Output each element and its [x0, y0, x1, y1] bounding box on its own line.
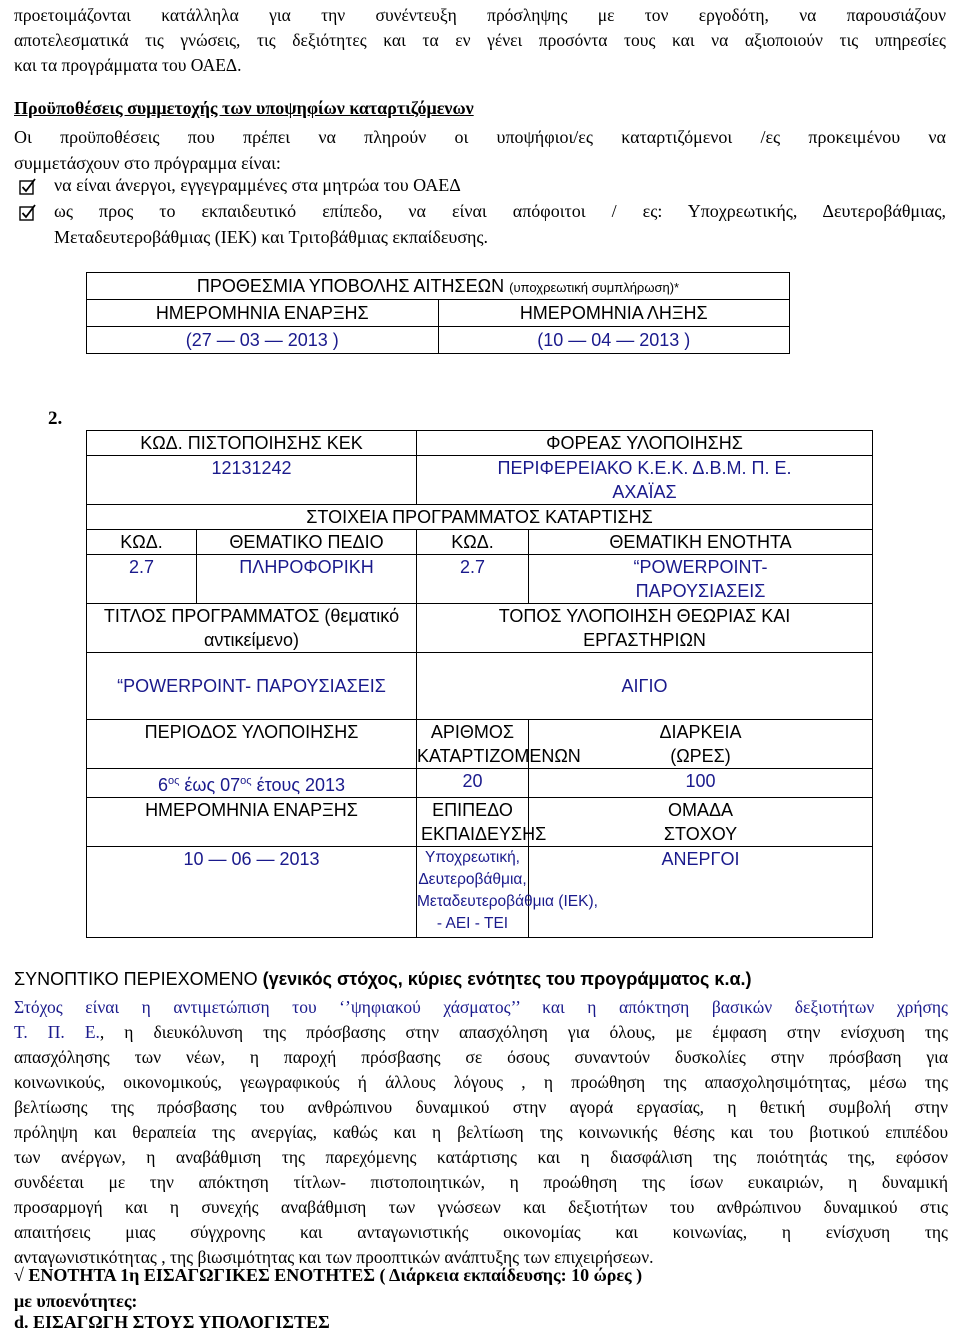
- location-label: [417, 604, 873, 653]
- cert-code-value: 12131242: [87, 456, 417, 505]
- requirements-title: Προϋποθέσεις συμμετοχής των υποψηφίων καταρτιζόμενων: [14, 98, 474, 118]
- field-code: 2.7: [87, 555, 197, 604]
- checkmark-icon: √: [14, 1265, 24, 1285]
- duration-value: 100: [529, 769, 873, 798]
- trainees-label-line: ΑΡΙΘΜΟΣ: [430, 722, 515, 742]
- summary-line: βελτίωσης της πρόσβασης του ανθρώπινου δυναμικού στην αγορά εργασίας, η θετική συμβολή στην: [14, 1097, 948, 1117]
- requirement-item-unemployed: να είναι άνεργοι, εγγεγραμμένες στα μητρώα του ΟΑΕΔ: [54, 175, 461, 195]
- title-label-line: αντικείμενο): [204, 630, 299, 650]
- intro-paragraph: [14, 3, 946, 78]
- deadline-start-label: ΗΜΕΡΟΜΗΝΙΑ ΕΝΑΡΞΗΣ: [87, 300, 439, 327]
- trainees-label-line: ΚΑΤΑΡΤΙΖΟΜΕΝΩΝ: [417, 746, 581, 766]
- subunits-label: με υποενότητες:: [14, 1291, 138, 1311]
- intro-line: προετοιμάζονται κατάλληλα για την συνέντευξη πρόσληψης με τον εργοδότη, να παρουσιάζουν: [14, 5, 946, 25]
- education-label-line: ΕΠΙΠΕΔΟ: [432, 800, 513, 820]
- requirement-education-line: Μεταδευτεροβάθμιας (ΙΕΚ) και Τριτοβάθμιας εκπαίδευσης.: [54, 227, 489, 247]
- deadline-note: (υποχρεωτική συμπλήρωση)*: [509, 279, 680, 295]
- provider-value: [417, 456, 873, 505]
- period-label: ΠΕΡΙΟΔΟΣ ΥΛΟΠΟΙΗΣΗΣ: [87, 720, 417, 769]
- period-mid: έως 07: [179, 775, 241, 795]
- education-value: [417, 847, 598, 938]
- trainees-value: 20: [417, 769, 529, 798]
- summary-title-bold: (γενικός στόχος, κύριες ενότητες του προγράμματος κ.α.): [262, 969, 752, 989]
- program-table: [86, 430, 873, 938]
- summary-line: κοινωνικούς, οικονομικούς, γεωγραφικούς ή άλλους λόγους , η προώθηση της απασχολησιμότητας, μέσω της: [14, 1072, 948, 1092]
- requirement-item-education: [54, 198, 946, 250]
- start-date-label: ΗΜΕΡΟΜΗΝΙΑ ΕΝΑΡΞΗΣ: [87, 798, 417, 847]
- checkbox-checked-icon: [18, 203, 38, 223]
- summary-line: απασχόλησης των νέων, η παροχή πρόσβασης σε όσους συναντούν δυσκολίες στην πρόσβαση για: [14, 1047, 948, 1067]
- target-label-line: ΣΤΟΧΟΥ: [663, 824, 738, 844]
- unit-value-line: “POWERPOINT-: [633, 557, 768, 577]
- location-value: ΑΙΓΙΟ: [417, 653, 873, 720]
- period-sup: ος: [240, 775, 252, 787]
- period-value: [87, 769, 417, 798]
- unit-value: [529, 555, 873, 604]
- code-label: ΚΩΔ.: [417, 530, 529, 555]
- target-value: ΑΝΕΡΓΟΙ: [529, 847, 873, 938]
- summary-line: Στόχος είναι η αντιμετώπιση του ‘’ψηφιακού χάσματος’’ και η απόκτηση βασικών δεξιοτήτων χρήσης: [14, 997, 948, 1017]
- start-date-value: 10 — 06 — 2013: [87, 847, 417, 938]
- section-number: 2.: [48, 408, 63, 429]
- title-value: “POWERPOINT- ΠΑΡΟΥΣΙΑΣΕΙΣ: [87, 653, 417, 720]
- trainees-label: [417, 720, 581, 769]
- intro-line: και τα προγράμματα του ΟΑΕΔ.: [14, 55, 242, 75]
- duration-label-line: ΔΙΑΡΚΕΙΑ: [659, 722, 742, 742]
- education-label: [417, 798, 547, 847]
- cert-code-label: ΚΩΔ. ΠΙΣΤΟΠΟΙΗΣΗΣ ΚΕΚ: [87, 431, 417, 456]
- intro-line: αποτελεσματικά τις γνώσεις, τις δεξιότητες και τα εν γένει προσόντα τους και να αξιοποιούν τις υπηρεσίες: [14, 30, 946, 50]
- education-value-line: Δευτεροβάθμια,: [418, 871, 527, 888]
- unit-heading-text: ΕΝΟΤΗΤΑ 1η ΕΙΣΑΓΩΓΙΚΕΣ ΕΝΟΤΗΤΕΣ ( Διάρκεια εκπαίδευσης: 10 ώρες ): [23, 1265, 643, 1285]
- field-label: ΘΕΜΑΤΙΚΟ ΠΕΔΙΟ: [197, 530, 417, 555]
- summary-body: [14, 995, 948, 1270]
- period-sup: ος: [167, 775, 180, 787]
- subunit-item: d. ΕΙΣΑΓΩΓΗ ΣΤΟΥΣ ΥΠΟΛΟΓΙΣΤΕΣ: [14, 1312, 330, 1332]
- summary-line: απαιτήσεις μιας σύγχρονης και ανταγωνιστικής οικονομίας και κοινωνίας, η ενίσχυση της: [14, 1222, 948, 1242]
- summary-line: των ανέργων, η αναβάθμιση της παρεχόμενης κατάρτισης και η διασφάλιση της ποιότητάς της, εφόσον: [14, 1147, 948, 1167]
- unit-value-line: ΠΑΡΟΥΣΙΑΣΕΙΣ: [635, 581, 766, 601]
- provider-label: ΦΟΡΕΑΣ ΥΛΟΠΟΙΗΣΗΣ: [417, 431, 873, 456]
- education-value-line: - ΑΕΙ - ΤΕΙ: [436, 915, 509, 932]
- code-label: ΚΩΔ.: [87, 530, 197, 555]
- provider-value-line: ΑΧΑΪΑΣ: [612, 482, 677, 502]
- summary-line: προσαρμογή και η συνεχής αναβάθμιση των γνώσεων και δεξιοτήτων του ανθρώπινου δυναμικού στις: [14, 1197, 948, 1217]
- education-label-line: ΕΚΠΑΙΔΕΥΣΗΣ: [421, 824, 547, 844]
- deadline-start-value: (27 — 03 — 2013 ): [87, 327, 439, 354]
- deadline-end-value: (10 — 04 — 2013 ): [438, 327, 790, 354]
- summary-line: πρόληψη και θεραπεία της ανεργίας, καθώς και η βελτίωση της κοινωνικής θέσης και του βιοτικού επιπέδου: [14, 1122, 948, 1142]
- summary-line: συνδέεται με την απόκτηση τίτλων- πιστοποιητικών, η προώθηση της ίσων ευκαιριών, η δυναμική: [14, 1172, 948, 1192]
- location-label-line: ΕΡΓΑΣΤΗΡΙΩΝ: [583, 630, 706, 650]
- summary-tpe: Τ. Π. Ε.: [14, 1022, 100, 1042]
- education-value-line: Μεταδευτεροβάθμια (ΙΕΚ),: [417, 893, 598, 910]
- period-tail: έτους 2013: [251, 775, 346, 795]
- location-label-line: ΤΟΠΟΣ ΥΛΟΠΟΙΗΣΗ ΘΕΩΡΙΑΣ ΚΑΙ: [498, 606, 791, 626]
- deadline-end-label: ΗΜΕΡΟΜΗΝΙΑ ΛΗΞΗΣ: [438, 300, 790, 327]
- program-info-label: ΣΤΟΙΧΕΙΑ ΠΡΟΓΡΑΜΜΑΤΟΣ ΚΑΤΑΡΤΙΣΗΣ: [87, 505, 873, 530]
- target-label-line: ΟΜΑΔΑ: [667, 800, 734, 820]
- provider-value-line: ΠΕΡΙΦΕΡΕΙΑΚΟ Κ.Ε.Κ. Δ.Β.Μ. Π. Ε.: [497, 458, 792, 478]
- summary-line: [14, 1020, 948, 1045]
- field-value: ΠΛΗΡΟΦΟΡΙΚΗ: [197, 555, 417, 604]
- deadline-title-cell: [87, 273, 790, 300]
- period-num: 6: [157, 775, 168, 795]
- target-label: [529, 798, 873, 847]
- requirements-intro-line: Οι προϋποθέσεις που πρέπει να πληρούν οι υποψήφιοι/ες καταρτιζόμενοι /ες προκειμένου να: [14, 127, 946, 147]
- summary-title: [14, 969, 752, 990]
- summary-line-rest: , η διευκόλυνση της πρόσβασης στην απασχόληση για όλους, με έμφαση στην ενίσχυση της: [99, 1022, 949, 1042]
- education-value-line: Υποχρεωτική,: [424, 849, 520, 866]
- checkbox-checked-icon: [18, 177, 38, 197]
- deadline-title: ΠΡΟΘΕΣΜΙΑ ΥΠΟΒΟΛΗΣ ΑΙΤΗΣΕΩΝ: [196, 275, 505, 296]
- summary-line: ανταγωνιστικότητας , της βιωσιμότητας και των προοπτικών ανάπτυξης των επιχειρήσεων.: [14, 1247, 654, 1267]
- unit-code: 2.7: [417, 555, 529, 604]
- unit-heading: [14, 1265, 642, 1286]
- requirements-intro: [14, 124, 946, 176]
- requirements-intro-line: συμμετάσχουν στο πρόγραμμα είναι:: [14, 153, 281, 173]
- unit-label: ΘΕΜΑΤΙΚΗ ΕΝΟΤΗΤΑ: [529, 530, 873, 555]
- title-label-line: ΤΙΤΛΟΣ ΠΡΟΓΡΑΜΜΑΤΟΣ (θεματικό: [103, 606, 400, 626]
- requirement-education-line: ως προς το εκπαιδευτικό επίπεδο, να είναι απόφοιτοι / ες: Υποχρεωτικής, Δευτεροβάθμιας,: [54, 201, 946, 221]
- summary-title-plain: ΣΥΝΟΠΤΙΚΟ ΠΕΡΙΕΧΟΜΕΝΟ: [14, 969, 263, 989]
- duration-label-line: (ΩΡΕΣ): [670, 746, 731, 766]
- title-label: [87, 604, 417, 653]
- deadline-table: [86, 272, 790, 354]
